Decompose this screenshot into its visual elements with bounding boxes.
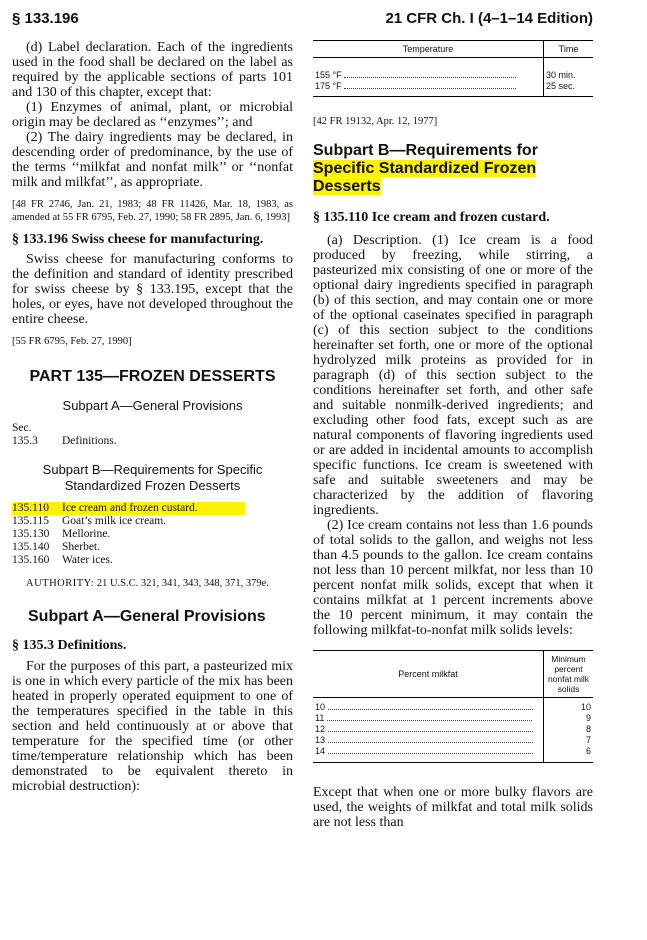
part-135-title: PART 135—FROZEN DESSERTS — [29, 368, 276, 385]
subpart-a-heading: Subpart A—General Provisions — [28, 608, 266, 625]
subpart-b-heading: Subpart B—Requirements for Specific Standardized Frozen Desserts — [313, 142, 538, 195]
table-row — [313, 81, 593, 97]
table-row: 11 9 — [315, 713, 591, 723]
toc-entry-title: Mellorine. — [62, 528, 111, 540]
table-cell-time: 30 min. — [544, 58, 594, 82]
section-135-110-title: § 135.110 Ice cream and frozen custard. — [313, 210, 550, 225]
citation-135-3: [42 FR 19132, Apr. 12, 1977] — [313, 116, 438, 127]
label-declaration-paragraph: (d) Label declaration. Each of the ingredients used in the food shall be declared on the label as required by the applicable sections of parts 101 and 130 of this chapter, except that: — [12, 40, 293, 100]
running-header-section: § 133.196 — [12, 10, 79, 27]
table-header-percent-milkfat: Percent milkfat — [313, 651, 544, 698]
toc-entry-title: Sherbet. — [62, 541, 101, 553]
table-header-nonfat-solids: Minimum percent nonfat milk solids — [544, 651, 594, 698]
enzymes-paragraph: (1) Enzymes of animal, plant, or microbial origin may be declared as ‘‘enzymes’’; and — [12, 100, 293, 130]
dairy-ingredients-paragraph: (2) The dairy ingredients may be declared, in descending order of predominance, by the use of the terms ‘‘milkfat and nonfat milk’’ or ‘‘nonfat milk and milkfat’’, as appropriate. — [12, 130, 293, 190]
subpart-b-heading-highlight: Specific Standardized Frozen Desserts — [313, 160, 537, 195]
table-row: 14 6 — [313, 746, 593, 763]
toc-entry[interactable] — [12, 528, 293, 541]
toc-entry-number: 135.115 — [12, 515, 49, 527]
toc-subpart-a-heading: Subpart A—General Provisions — [62, 398, 243, 413]
table-cell-temp: 155 °F — [313, 58, 544, 82]
toc-sec-label: Sec. — [12, 422, 32, 434]
toc-entry-highlighted[interactable] — [12, 502, 245, 515]
bulky-flavors-paragraph: Except that when one or more bulky flavors are used, the weights of milkfat and total milk solids are not less than — [313, 785, 593, 830]
table-cell-time: 25 sec. — [544, 81, 594, 97]
toc-entry-title: Ice cream and frozen custard. — [62, 502, 198, 514]
right-column — [313, 40, 593, 830]
toc-entry[interactable] — [12, 554, 293, 567]
authority-text: 21 U.S.C. 321, 341, 343, 348, 371, 379e. — [96, 578, 269, 589]
citation-133-195: [48 FR 2746, Jan. 21, 1983; 48 FR 11426, Mar. 18, 1983, as amended at 55 FR 6795, Feb. 27, 1990; 58 FR 2895, Jan. 6, 1993] — [12, 199, 293, 223]
table-header-time: Time — [544, 41, 594, 58]
milkfat-table — [313, 650, 593, 763]
authority-note — [12, 577, 293, 590]
swiss-cheese-paragraph: Swiss cheese for manufacturing conforms to the definition and standard of identity prescribed for swiss cheese by § 133.195, except that the holes, or eyes, have not developed throughout the entire cheese. — [12, 252, 293, 327]
table-cell-temp: 175 °F — [313, 81, 544, 97]
toc-entry[interactable] — [12, 515, 293, 528]
definitions-paragraph: For the purposes of this part, a pasteurized mix is one in which every particle of the mix has been heated in properly operated equipment to one of the temperatures specified in the table in this section and held continuously at or above that temperature for the specified time (or other time/temperature relationship which has been demonstrated to be equivalent thereto in microbial destruction): — [12, 659, 293, 794]
authority-label: AUTHORITY: — [26, 578, 95, 589]
table-row: 13 7 — [315, 735, 591, 745]
pasteurization-table — [313, 40, 593, 97]
table-header-temperature: Temperature — [313, 41, 544, 58]
toc-entry-title: Water ices. — [62, 554, 113, 566]
toc-entry-title: Definitions. — [62, 435, 117, 447]
section-133-196-title: § 133.196 Swiss cheese for manufacturing. — [12, 232, 264, 247]
toc-entry-number: 135.130 — [12, 528, 50, 540]
running-header-edition: 21 CFR Ch. I (4–1–14 Edition) — [385, 10, 593, 27]
left-column — [12, 40, 293, 794]
toc-entry-number: 135.140 — [12, 541, 50, 553]
toc-entry-title: Goat’s milk ice cream. — [62, 515, 167, 527]
table-row — [313, 58, 593, 82]
citation-133-196: [55 FR 6795, Feb. 27, 1990] — [12, 336, 132, 347]
toc-entry-number: 135.110 — [12, 502, 49, 514]
toc-subpart-b-heading: Subpart B—Requirements for Specific Standardized Frozen Desserts — [42, 462, 263, 493]
toc-list-subpart-b — [12, 502, 293, 567]
section-135-3-title: § 135.3 Definitions. — [12, 638, 127, 653]
toc-entry[interactable] — [12, 435, 293, 448]
toc-entry-number: 135.3 — [12, 435, 38, 447]
toc-entry[interactable] — [12, 541, 293, 554]
ice-cream-solids-paragraph: (2) Ice cream contains not less than 1.6 pounds of total solids to the gallon, and weighs not less than 4.5 pounds to the gallon. Ice cream contains not less than 10 percent milkfat, nor less than 10 percent nonfat milk solids, except that when it contains milkfat at 1 percent increments above the 10 percent minimum, it may contain the following milkfat-to-nonfat milk solids levels: — [313, 518, 593, 638]
ice-cream-description-paragraph: (a) Description. (1) Ice cream is a food produced by freezing, while stirring, a pasteurized mix consisting of one or more of the optional dairy ingredients specified in paragraph (b) of this section, and may contain one or more of the optional caseinates specified in paragraph (c) of this section subject to the conditions hereinafter set forth, one or more of the optional hydrolyzed milk proteins as provided for in paragraph (d) of this section subject to the conditions hereinafter set forth, and other safe and suitable nonmilk-derived ingredients; and excluding other food fats, except such as are natural components of flavoring ingredients used or are added in incidental amounts to accomplish specific functions. Ice cream is sweetened with safe and suitable sweeteners and may be characterized by the addition of flavoring ingredients. — [313, 233, 593, 518]
table-row: 10 10 — [313, 698, 593, 714]
table-row: 12 8 — [315, 724, 591, 734]
toc-entry-number: 135.160 — [12, 554, 50, 566]
